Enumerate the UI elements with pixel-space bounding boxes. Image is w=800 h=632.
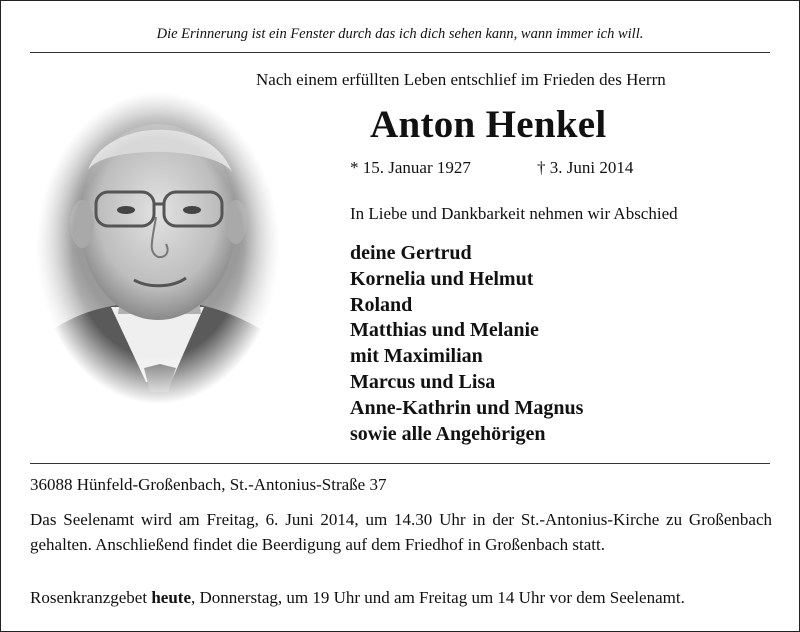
mourners-list — [350, 241, 583, 447]
family-address: 36088 Hünfeld-Großenbach, St.-Antonius-Straße 37 — [30, 475, 387, 494]
rosary-text-after: , Donnerstag, um 19 Uhr und am Freitag um 14 Uhr vor dem Seelenamt. — [191, 588, 685, 607]
death-date: † 3. Juni 2014 — [537, 158, 634, 177]
service-notice: Das Seelenamt wird am Freitag, 6. Juni 2014, um 14.30 Uhr in der St.-Antonius-Kirche zu Großenbach gehalten. Anschließend findet die Beerdigung auf dem Friedhof in Großenbach statt. — [30, 510, 772, 554]
mourner-item: Marcus und Lisa — [350, 370, 496, 393]
farewell-line: In Liebe und Dankbarkeit nehmen wir Abschied — [350, 204, 678, 223]
rosary-notice — [30, 588, 685, 608]
mourner-item: mit Maximilian — [350, 345, 483, 368]
intro-line: Nach einem erfüllten Leben entschlief im Frieden des Herrn — [256, 70, 666, 89]
bottom-divider — [30, 463, 770, 464]
rosary-text-bold: heute — [151, 588, 191, 607]
rosary-text-before: Rosenkranzgebet — [30, 588, 152, 607]
mourner-item: Kornelia und Helmut — [350, 267, 534, 290]
birth-date: * 15. Januar 1927 — [350, 158, 471, 177]
mourner-item: deine Gertrud — [350, 242, 472, 264]
mourner-item: Matthias und Melanie — [350, 319, 539, 342]
mourner-item: sowie alle Angehörigen — [350, 422, 546, 445]
mourner-item: Anne-Kathrin und Magnus — [350, 396, 584, 419]
mourner-item: Roland — [350, 293, 413, 316]
top-divider — [30, 52, 770, 53]
portrait-photo — [36, 92, 280, 404]
motto-quote: Die Erinnerung ist ein Fenster durch das ich dich sehen kann, wann immer ich will. — [156, 26, 644, 42]
deceased-name: Anton Henkel — [370, 103, 607, 146]
